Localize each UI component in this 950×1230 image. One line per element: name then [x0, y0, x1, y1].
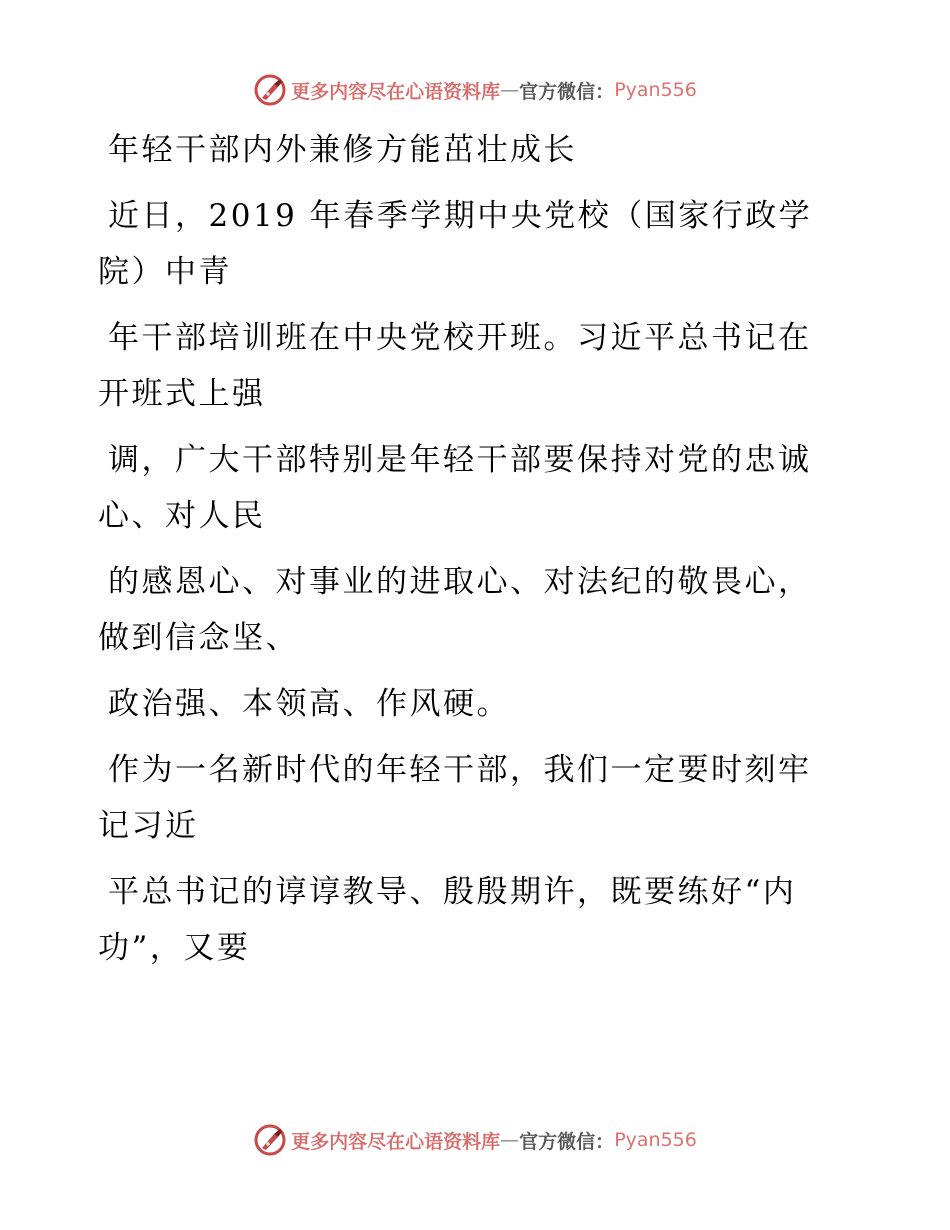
- paragraph-line: 的感恩心、对事业的进取心、对法纪的敬畏心，: [108, 564, 812, 600]
- wechat-label: 官方微信：: [519, 1130, 615, 1153]
- paragraph-line: 年干部培训班在中央党校开班。习近平总书记在: [108, 320, 812, 356]
- paragraph-line: 开班式上强: [98, 376, 266, 412]
- banner-separator: —: [500, 1129, 520, 1151]
- banner-text: 更多内容尽在心语资料库: [291, 1130, 501, 1153]
- paragraph-line: 平总书记的谆谆教导、殷殷期许，既要练好“内: [108, 874, 797, 910]
- document-title: 年轻干部内外兼修方能茁壮成长: [108, 132, 577, 168]
- footer-banner: [0, 1120, 950, 1160]
- pen-nib-logo-icon: [253, 1123, 287, 1157]
- paragraph-line: 记习近: [98, 808, 199, 844]
- pen-nib-logo-icon: [253, 73, 287, 107]
- paragraph-line: 功”，又要: [98, 930, 251, 966]
- wechat-id: Pyan556: [614, 1129, 697, 1151]
- paragraph-line: 政治强、本领高、作风硬。: [108, 686, 510, 722]
- document-body: [98, 122, 838, 976]
- paragraph-line: 近日，2019 年春季学期中央党校（国家行政学: [108, 198, 813, 234]
- banner-separator: —: [500, 79, 520, 101]
- banner-text: 更多内容尽在心语资料库: [291, 80, 501, 103]
- paragraph-line: 心、对人民: [98, 498, 266, 534]
- paragraph-line: 调，广大干部特别是年轻干部要保持对党的忠诚: [108, 442, 812, 478]
- paragraph-line: 院）中青: [98, 254, 232, 290]
- paragraph-line: 做到信念坚、: [98, 620, 299, 656]
- paragraph-line: 作为一名新时代的年轻干部，我们一定要时刻牢: [108, 752, 812, 788]
- wechat-id: Pyan556: [614, 79, 697, 101]
- header-banner: [0, 70, 950, 110]
- wechat-label: 官方微信：: [519, 80, 615, 103]
